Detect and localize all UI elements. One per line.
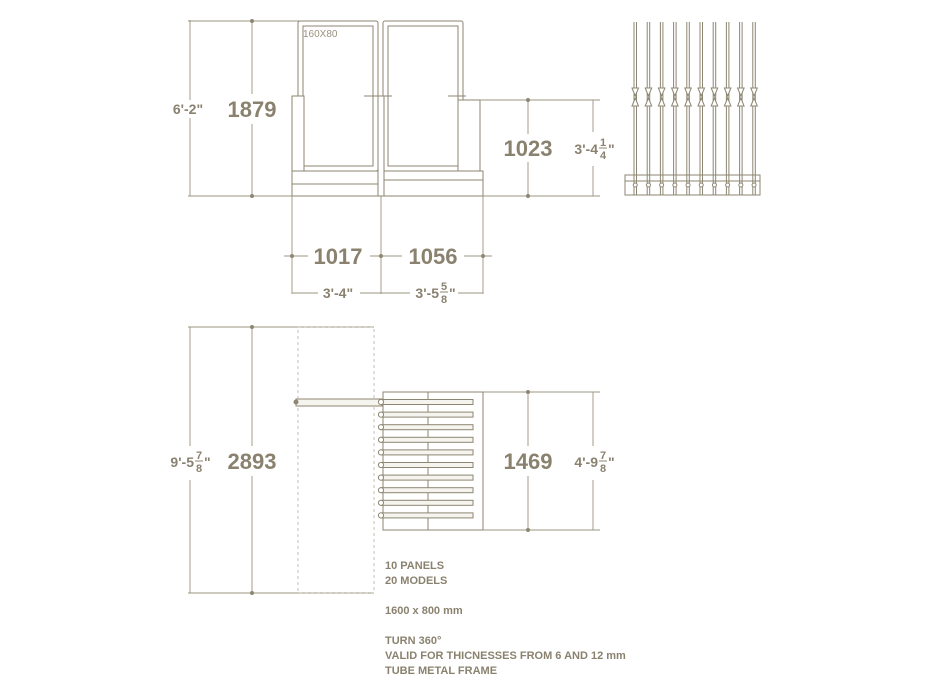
- side-panel-foot: [660, 183, 664, 187]
- dimension-dot: [250, 194, 254, 198]
- side-panel-joint: [698, 88, 705, 96]
- plan-panel: [381, 475, 473, 480]
- panel-size-label: 160X80: [303, 29, 338, 40]
- plan-panel: [381, 425, 473, 430]
- dimension-dot: [526, 194, 530, 198]
- side-panel-joint: [632, 88, 639, 96]
- side-panel-foot: [633, 183, 637, 187]
- dimension-dot: [379, 254, 383, 258]
- side-panel-joint: [672, 88, 679, 96]
- side-panel-foot: [699, 183, 703, 187]
- right-stand: [458, 100, 480, 171]
- side-panel-foot: [646, 183, 650, 187]
- dimension-dot: [526, 390, 530, 394]
- dimension-dot: [250, 325, 254, 329]
- left-panel: [303, 26, 373, 166]
- left-width-mm-label: 1017: [313, 244, 363, 269]
- depth-imp-numerator: 7: [195, 450, 203, 462]
- thickness-note: VALID FOR THICNESSES FROM 6 AND 12 mm: [385, 650, 626, 662]
- inch-mark: ": [204, 454, 211, 470]
- plan-panel: [381, 500, 473, 505]
- side-panel-joint: [672, 98, 679, 106]
- side-view: [625, 22, 760, 195]
- side-panel-foot: [673, 183, 677, 187]
- side-panel-foot: [686, 183, 690, 187]
- plan-panel: [381, 513, 473, 518]
- inch-mark: ": [449, 285, 456, 301]
- plan-width-imp-numerator: 7: [599, 450, 607, 462]
- turn-note: TURN 360°: [385, 635, 442, 647]
- plan-panel-pivot: [378, 513, 383, 518]
- size-note: 1600 x 800 mm: [385, 605, 463, 617]
- side-panel-joint: [645, 88, 652, 96]
- base-height-imp-whole: 3'-4: [574, 141, 598, 157]
- inch-mark: ": [608, 454, 615, 470]
- side-panel-foot: [739, 183, 743, 187]
- models-note: 20 MODELS: [385, 575, 448, 587]
- plan-panel: [381, 488, 473, 493]
- side-panel-joint: [685, 88, 692, 96]
- right-panel: [388, 26, 458, 166]
- plan-width-imp-whole: 4'-9: [574, 454, 598, 470]
- plan-panel: [381, 450, 473, 455]
- side-panel-joint: [711, 88, 718, 96]
- base-height-mm-label: 1023: [503, 136, 553, 161]
- dimension-dot: [526, 528, 530, 532]
- dimension-dot: [526, 98, 530, 102]
- dimension-dot: [290, 254, 294, 258]
- plan-width-imp-denominator: 8: [599, 463, 607, 475]
- height-imperial-label: 6'-2": [172, 101, 204, 117]
- depth-imp-whole: 9'-5: [170, 454, 194, 470]
- swung-panel: [296, 399, 382, 406]
- plan-panel-pivot: [378, 462, 383, 467]
- base-height-imp-numerator: 1: [599, 137, 607, 149]
- plan-panel-pivot: [378, 500, 383, 505]
- plan-panel: [381, 400, 473, 405]
- side-panel-joint: [685, 98, 692, 106]
- side-panel-joint: [711, 98, 718, 106]
- side-panel-joint: [738, 98, 745, 106]
- plan-panel-pivot: [378, 425, 383, 430]
- side-panel-foot: [752, 183, 756, 187]
- dimension-dot: [250, 19, 254, 23]
- side-panel-joint: [724, 88, 731, 96]
- specification-notes: [385, 559, 805, 679]
- center-post: [378, 96, 384, 196]
- plan-panel: [381, 412, 473, 417]
- side-panel-foot: [712, 183, 716, 187]
- left-width-imperial-label: 3'-4": [322, 285, 354, 301]
- right-width-mm-label: 1056: [408, 244, 458, 269]
- right-width-imp-denominator: 8: [440, 294, 448, 306]
- panels-note: 10 PANELS: [385, 560, 445, 572]
- inch-mark: ": [608, 141, 615, 157]
- side-panel-joint: [658, 98, 665, 106]
- plan-panel-pivot: [378, 412, 383, 417]
- base-height-imp-denominator: 4: [599, 150, 607, 162]
- right-width-imp-whole: 3'-5: [415, 285, 439, 301]
- plan-panel-pivot: [378, 450, 383, 455]
- swung-panel-pivot: [294, 400, 299, 405]
- plan-panel: [381, 437, 473, 442]
- plan-view: [166, 325, 616, 595]
- side-panel-joint: [751, 88, 758, 96]
- side-panel-foot: [726, 183, 730, 187]
- side-panel-joint: [632, 98, 639, 106]
- plan-panel: [381, 463, 473, 468]
- side-panel-joint: [724, 98, 731, 106]
- rotation-envelope: [298, 327, 374, 593]
- dimension-dot: [481, 254, 485, 258]
- frame-note: TUBE METAL FRAME: [385, 665, 498, 677]
- side-panel-joint: [698, 98, 705, 106]
- right-width-imp-numerator: 5: [440, 281, 448, 293]
- side-panel-joint: [738, 88, 745, 96]
- side-panel-joint: [658, 88, 665, 96]
- plan-panel-pivot: [378, 399, 383, 404]
- plan-panel-pivot: [378, 475, 383, 480]
- right-base: [383, 171, 483, 196]
- front-elevation: [168, 19, 616, 308]
- depth-mm-label: 2893: [227, 449, 277, 474]
- side-panel-joint: [645, 98, 652, 106]
- plan-width-mm-label: 1469: [503, 449, 553, 474]
- dimension-dot: [250, 591, 254, 595]
- plan-panel-pivot: [378, 488, 383, 493]
- side-panel-joint: [751, 98, 758, 106]
- height-mm-label: 1879: [227, 97, 277, 122]
- plan-panel-pivot: [378, 437, 383, 442]
- depth-imp-denominator: 8: [195, 463, 203, 475]
